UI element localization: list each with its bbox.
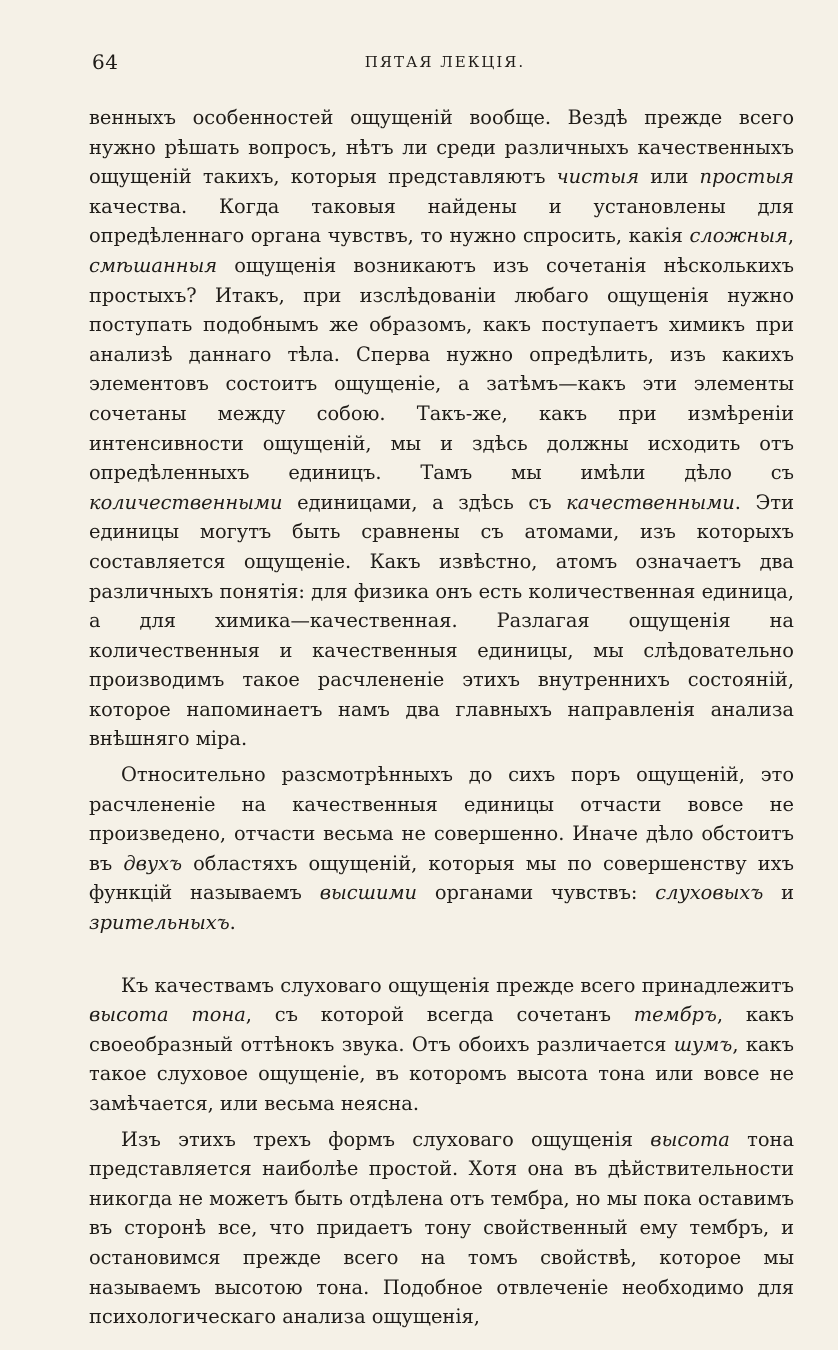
- emphasized-term: слуховыхъ: [655, 881, 764, 905]
- emphasized-term: тембръ: [633, 1003, 717, 1027]
- emphasized-term: шумъ: [673, 1032, 733, 1056]
- emphasized-term: высота тона: [89, 1003, 246, 1027]
- text-segment: ощущенія возникаютъ изъ сочетанія нѣсколькихъ простыхъ? Итакъ, при изслѣдованіи любаго ощущенія нужно поступать подобнымъ же образомъ, какъ поступаетъ химикъ при анализѣ даннаго тѣла. Сперва нужно опредѣлить, изъ какихъ элементовъ состоитъ ощущеніе, а затѣмъ—какъ эти элементы сочетаны между собою. Такъ-же, какъ при измѣреніи интенсивности ощущеній, мы и здѣсь должны исходить отъ опредѣленныхъ единицъ. Тамъ мы имѣли дѣло съ: [89, 253, 794, 485]
- text-segment: Къ качествамъ слуховаго ощущенія прежде всего принадлежитъ: [121, 973, 794, 997]
- paragraph-4: [89, 1125, 794, 1332]
- paragraph-3: [89, 971, 794, 1119]
- text-segment: венныхъ особенностей ощущеній вообще. Вездѣ прежде всего нужно рѣшать вопросъ, нѣтъ ли среди различныхъ качественныхъ ощущеній такихъ, которыя представляютъ: [89, 106, 794, 189]
- paragraph-1: [89, 103, 794, 754]
- text-segment: ,: [787, 224, 794, 248]
- emphasized-term: двухъ: [123, 851, 183, 875]
- text-segment: тона представляется наиболѣе простой. Хотя она въ дѣйствительности никогда не можетъ быть отдѣлена отъ тембра, но мы пока оставимъ въ сторонѣ все, что придаетъ тону свойственный ему тембръ, и остановимся прежде всего на томъ свойствѣ, которое мы называемъ высотою тона. Подобное отвлеченіе необходимо для психологическаго анализа ощущенія,: [89, 1127, 794, 1329]
- page-header: [92, 50, 798, 80]
- paragraph-2: [89, 760, 794, 938]
- page-number: 64: [92, 50, 119, 74]
- text-segment: единицами, а здѣсь съ: [282, 490, 567, 514]
- text-segment: Относительно разсмотрѣнныхъ до сихъ поръ ощущеній, это расчлененіе на качественныя единицы отчасти вовсе не произведено, отчасти весьма не совершенно. Иначе дѣло обстоитъ въ: [89, 763, 794, 875]
- text-segment: Изъ этихъ трехъ формъ слуховаго ощущенія: [121, 1127, 651, 1151]
- emphasized-term: чистыя: [556, 165, 640, 189]
- text-segment: или: [639, 165, 700, 189]
- running-title: ПЯТАЯ ЛЕКЦІЯ.: [364, 53, 526, 71]
- text-segment: , съ которой всегда сочетанъ: [245, 1003, 634, 1027]
- emphasized-term: зрительныхъ: [89, 911, 230, 935]
- emphasized-term: простыя: [699, 165, 794, 189]
- text-segment: . Эти единицы могутъ быть сравнены съ атомами, изъ которыхъ составляется ощущеніе. Какъ извѣстно, атомъ означаетъ два различныхъ понятія: для физика онъ есть количественная единица, а для химика—качественная. Разлагая ощущенія на количественныя и качественныя единицы, мы слѣдовательно производимъ такое расчлененіе этихъ внутреннихъ состояній, которое напоминаетъ намъ два главныхъ направленія анализа внѣшняго міра.: [89, 490, 794, 751]
- emphasized-term: смѣшанныя: [89, 253, 218, 277]
- emphasized-term: качественными: [566, 490, 735, 514]
- text-segment: , какъ своеобразный оттѣнокъ звука. Отъ обоихъ различается: [89, 1003, 794, 1056]
- text-segment: органами чувствъ:: [417, 881, 656, 905]
- emphasized-term: количественными: [89, 490, 283, 514]
- text-segment: областяхъ ощущеній, которыя мы по совершенству ихъ функцій называемъ: [89, 851, 794, 905]
- emphasized-term: сложныя: [689, 224, 788, 248]
- emphasized-term: высота: [650, 1127, 730, 1151]
- text-segment: , какъ такое слуховое ощущеніе, въ которомъ высота тона или вовсе не замѣчается, или весьма неясна.: [89, 1032, 794, 1115]
- text-segment: качества. Когда таковыя найдены и установлены для опредѣленнаго органа чувствъ, то нужно спросить, какія: [89, 194, 794, 248]
- text-segment: и: [763, 881, 794, 905]
- emphasized-term: высшими: [319, 881, 418, 905]
- body-text: [89, 103, 794, 1332]
- text-segment: .: [229, 911, 236, 935]
